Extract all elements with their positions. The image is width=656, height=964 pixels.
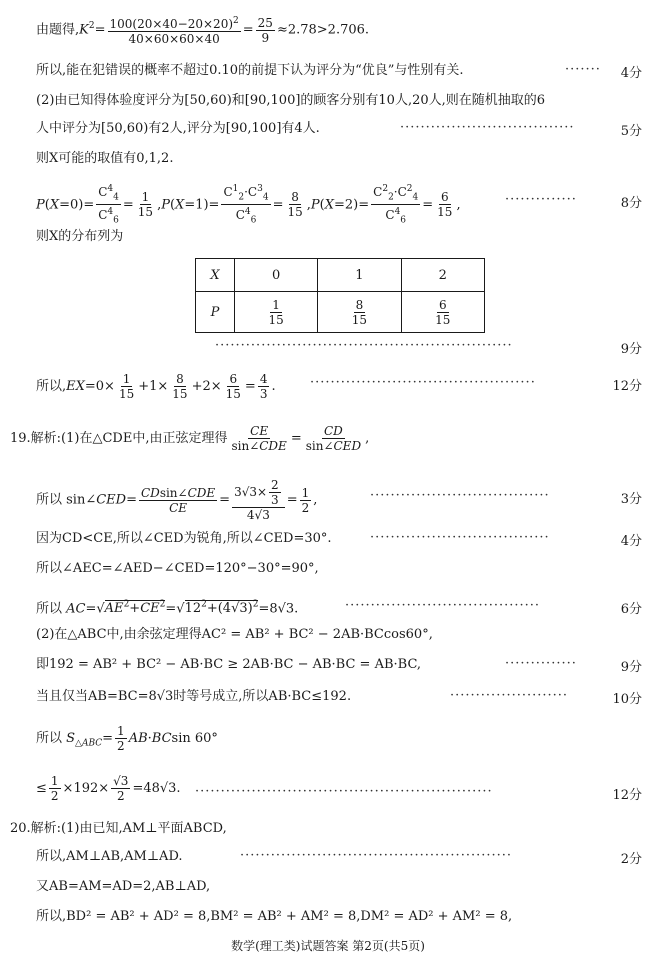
problem-20-line: 20.解析:(1)由已知,AM⊥平面ABCD, [10,821,227,836]
score-label: 4分 [620,66,642,81]
table-header-cell: X [196,259,235,292]
leader-dots: ······································ [345,598,541,613]
distribution-intro: 则X的分布列为 [36,229,124,244]
score-label: 6分 [620,602,642,617]
score-label: 3分 [620,492,642,507]
leader-dots: ······················· [450,688,569,703]
leader-dots: ··································· [370,530,550,545]
leader-dots: ············································ [310,375,536,390]
distribution-table [195,258,485,333]
angle-line: 因为CD<CE,所以∠CED为锐角,所以∠CED=30°. [36,531,332,546]
score-label: 12分 [612,788,642,803]
problem-19-line: 19.解析:(1)在△CDE中,由正弦定理得 $\frac{CE}{\text{sin∠CDE}}$ = $\frac{CD}{\text{sin∠CED}}$ , [10,424,370,453]
sine-line: 所以 sin∠CED= $\frac{\text{CDsin∠CDE}}{CE}$ = 3√3× $\frac{2}{3}$ 4√3 = $\frac{1}{2}$ , [36,478,318,522]
expectation-line: 所以,EX=0× $\frac{1}{15}$ +1× $\frac{8}{15}$ +2× $\frac{6}{15}$ = $\frac{4}{3}$ . [36,372,276,401]
leader-dots: ·································· [400,120,575,135]
table-header-cell: 0 [234,259,317,292]
page-footer: 数学(理工类)试题答案 第2页(共5页) [231,939,425,953]
perpendicular-line: 所以,AM⊥AB,AM⊥AD. [36,849,183,864]
leader-dots: ······· [565,62,601,77]
leader-dots: ·························································· [215,338,513,353]
part2-line: (2)由已知得体验度评分为[50,60)和[90,100]的顾客分别有10人,20人,则在随机抽取的6 [36,93,546,108]
conclusion-line: 所以,能在犯错误的概率不超过0.10的前提下认为评分为“优良”与性别有关. [36,63,464,78]
leader-dots: ·············· [505,656,577,671]
score-label: 4分 [620,534,642,549]
chi-square-line: 由题得$,K^2=$ $\frac{100(20\times 40-20\times 20)^2}{40\times 60\times 60\times 40}$ = $\frac{25}{9}$ ≈2.78>2.706. [36,15,370,46]
table-row [196,259,485,292]
table-cell: $\frac{6}{15}$ [401,292,484,333]
part2-line-cont: 人中评分为[50,60)有2人,评分为[90,100]有4人. [36,121,320,136]
table-cell: $\frac{8}{15}$ [318,292,401,333]
ac-line: 所以 $AC=√AE^2+CE^2=√12^2+(4√3)^2=8√3$. [36,600,299,617]
score-label: 12分 [612,379,642,394]
angle-aec-line: 所以∠AEC=∠AED−∠CED=120°−30°=90°, [36,561,319,576]
inequality-line: 即192 = AB² + BC² − AB·BC ≥ 2AB·BC − AB·BC = AB·BC, [36,657,422,672]
area-bound-line: ≤ $\frac{1}{2}$ ×192× $\frac{√3}{2}$ =48√3. [36,774,181,803]
equality-line: 当且仅当AB=BC=8√3时等号成立,所以AB·BC≤192. [36,689,352,704]
cosine-line: (2)在△ABC中,由余弦定理得AC² = AB² + BC² − 2AB·BCcos60°, [36,627,433,642]
score-label: 9分 [620,660,642,675]
pythagoras-line: 所以,BD² = AB² + AD² = 8,BM² = AB² + AM² = 8,DM² = AD² + AM² = 8, [36,909,513,924]
leader-dots: ··································· [370,488,550,503]
leader-dots: ·············· [505,192,577,207]
score-label: 2分 [620,852,642,867]
table-header-cell: 1 [318,259,401,292]
score-label: 9分 [620,342,642,357]
leader-dots: ····················································· [240,848,513,863]
table-header-cell: 2 [401,259,484,292]
area-line: 所以 $S_{\triangle ABC}=$ $\frac{1}{2}$ AB·BCsin 60° [36,724,218,753]
table-row [196,292,485,333]
lengths-line: 又AB=AM=AD=2,AB⊥AD, [36,879,211,894]
score-label: 8分 [620,196,642,211]
table-row-label: P [196,292,235,333]
probability-line: P(X=0)= $\frac{C^4_4}{C^4_6}$ = $\frac{1}{15}$ ,P(X=1)= $\frac{C^1_2\cdot C^3_4}{C^4_6}$ = $\frac{8}{15}$ ,P(X=2)= $\frac{C^2_2\cdot C^2_4}{C^4_6}$ = $\frac{6}{15}$ , [36,184,461,226]
leader-dots: ·························································· [195,784,493,799]
score-label: 5分 [620,124,642,139]
values-line: 则X可能的取值有0,1,2. [36,151,174,166]
table-cell: $\frac{1}{15}$ [234,292,317,333]
score-label: 10分 [612,692,642,707]
